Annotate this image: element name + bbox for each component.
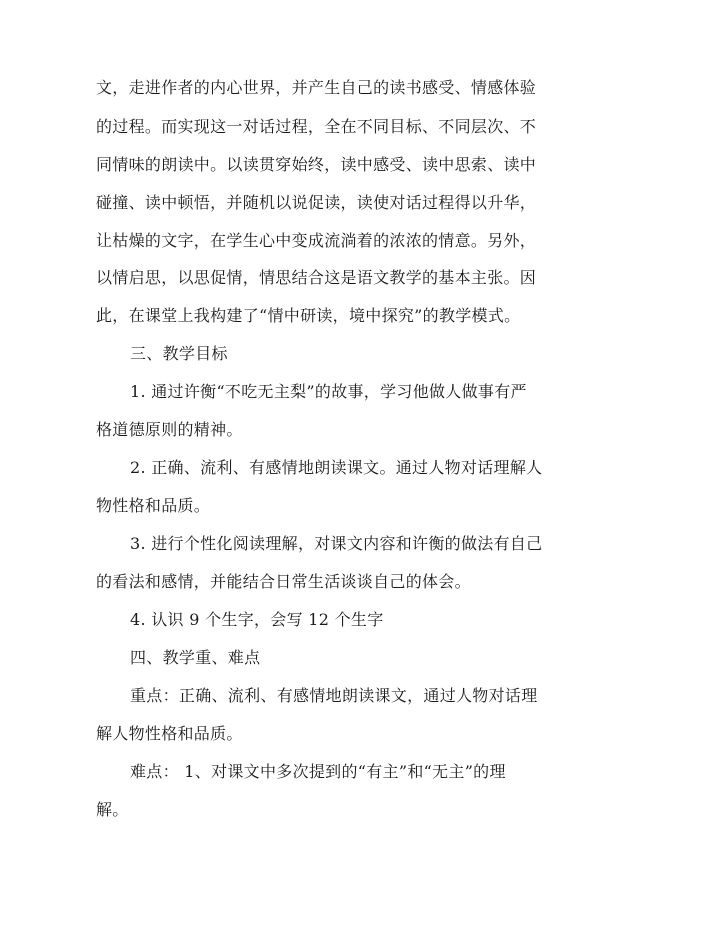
difficult-point-continuation: 解。 bbox=[96, 800, 129, 819]
key-point-continuation: 解人物性格和品质。 bbox=[96, 724, 243, 743]
objective-item-continuation: 格道德原则的精神。 bbox=[96, 420, 243, 439]
paragraph-line: 让枯燥的文字，在学生心中变成流淌着的浓浓的情意。另外， bbox=[96, 231, 537, 250]
paragraph-line: 碰撞、读中顿悟，并随机以说促读，读使对话过程得以升华， bbox=[96, 193, 537, 212]
objective-item: 4. 认识 9 个生字，会写 12 个生字 bbox=[130, 610, 384, 629]
paragraph-line: 同情味的朗读中。以读贯穿始终，读中感受、读中思索、读中 bbox=[96, 155, 537, 174]
objective-item: 3. 进行个性化阅读理解，对课文内容和许衡的做法有自己 bbox=[130, 534, 543, 553]
objective-item-continuation: 的看法和感情，并能结合日常生活谈谈自己的体会。 bbox=[96, 572, 471, 591]
section-heading: 四、教学重、难点 bbox=[130, 648, 261, 667]
paragraph-line: 以情启思，以思促情，情思结合这是语文教学的基本主张。因 bbox=[96, 268, 537, 287]
objective-item-continuation: 物性格和品质。 bbox=[96, 496, 211, 515]
section-heading: 三、教学目标 bbox=[130, 344, 228, 363]
objective-item: 2. 正确、流利、有感情地朗读课文。通过人物对话理解人 bbox=[130, 458, 543, 477]
paragraph-line: 此，在课堂上我构建了“情中研读，境中探究”的教学模式。 bbox=[96, 306, 521, 325]
key-point-line: 重点：正确、流利、有感情地朗读课文，通过人物对话理 bbox=[130, 686, 538, 705]
objective-item: 1. 通过许衡“不吃无主梨”的故事，学习他做人做事有严 bbox=[130, 382, 527, 401]
difficult-point-line: 难点： 1、对课文中多次提到的“有主”和“无主”的理 bbox=[130, 762, 506, 781]
paragraph-line: 文，走进作者的内心世界，并产生自己的读书感受、情感体验 bbox=[96, 78, 537, 97]
paragraph-line: 的过程。而实现这一对话过程，全在不同目标、不同层次、不 bbox=[96, 117, 537, 136]
